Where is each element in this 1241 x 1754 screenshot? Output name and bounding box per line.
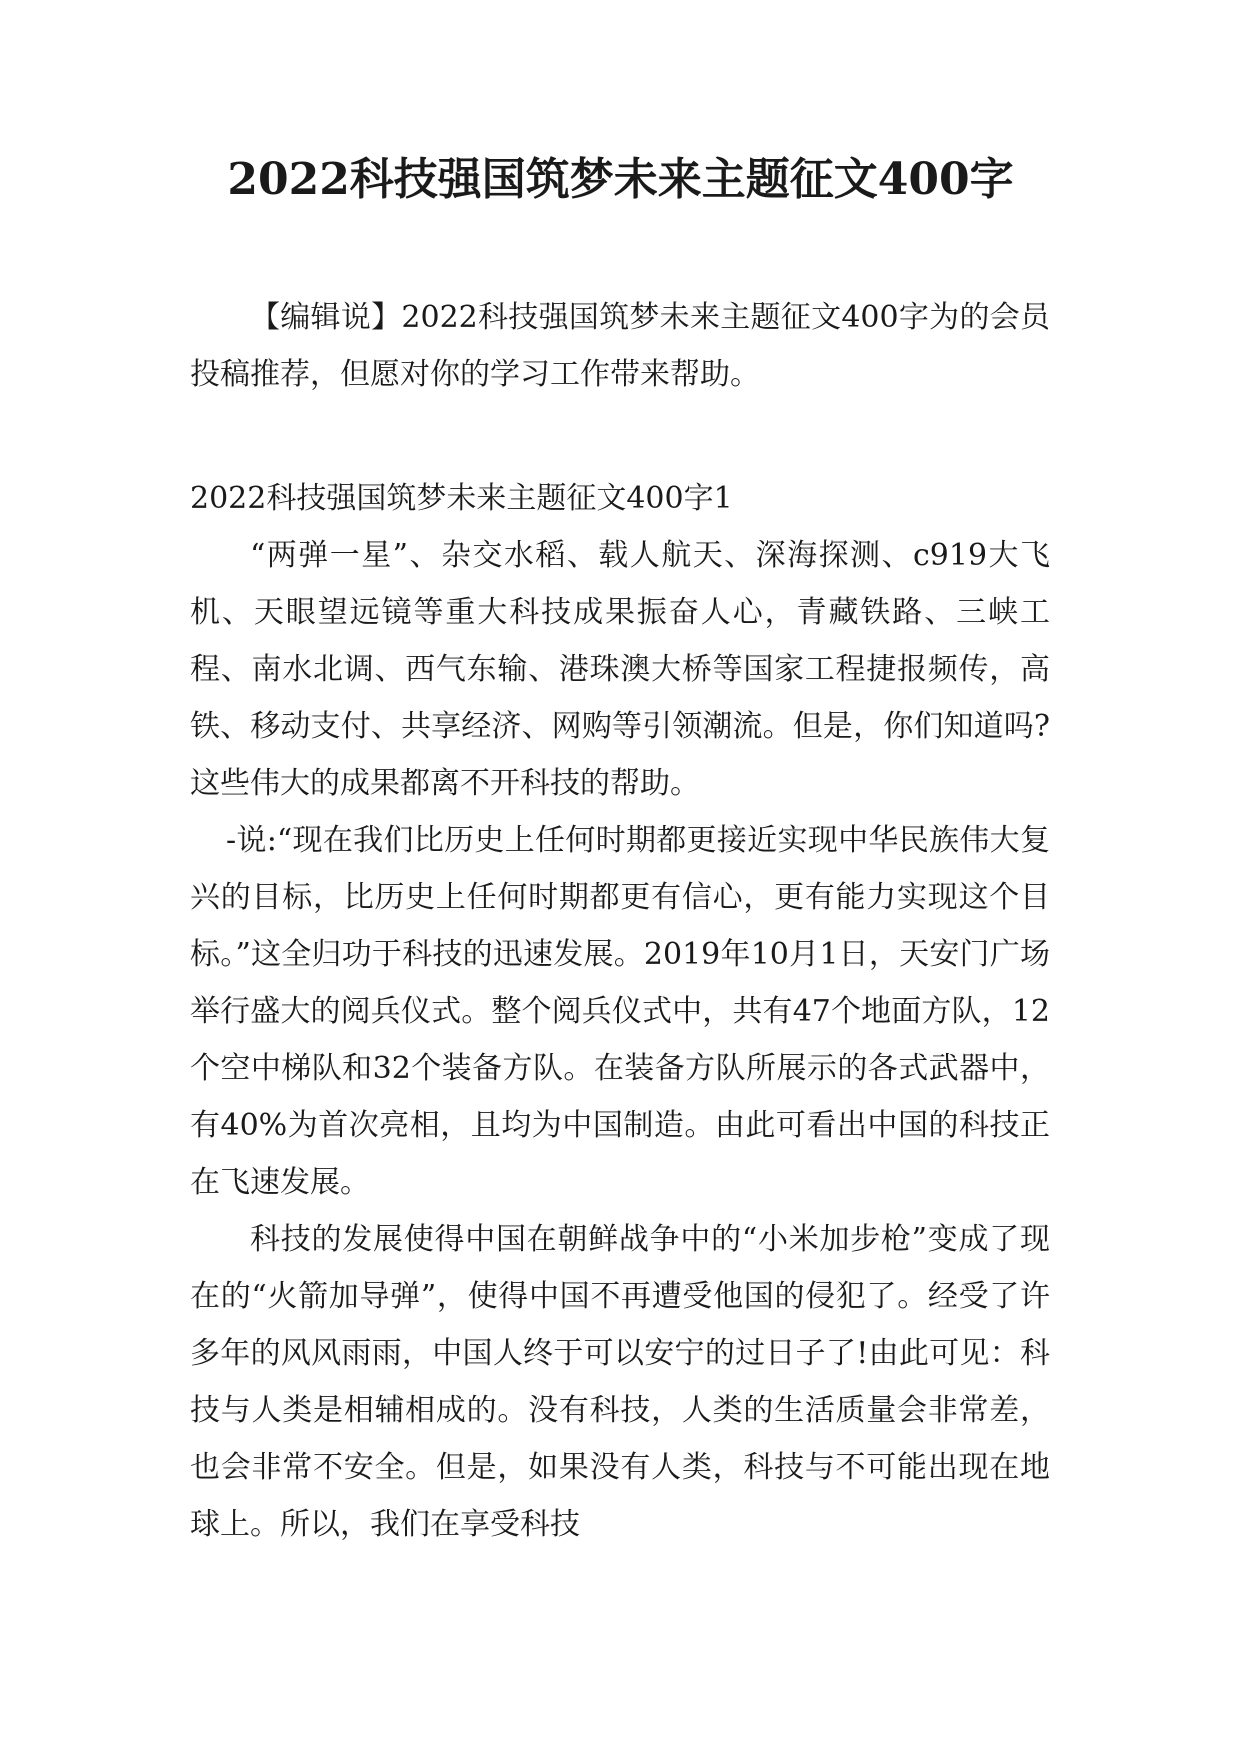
editor-note-block (190, 289, 1050, 403)
document-title: 2022科技强国筑梦未来主题征文400字 (227, 154, 1014, 205)
editor-note: 【编辑说】2022科技强国筑梦未来主题征文400字为的会员投稿推荐，但愿对你的学习工作带来帮助。 (190, 300, 1050, 392)
section-heading: 2022科技强国筑梦未来主题征文400字1 (190, 481, 733, 516)
paragraph-2: -说:“现在我们比历史上任何时期都更接近实现中华民族伟大复兴的目标，比历史上任何时期都更有信心，更有能力实现这个目标。”这全归功于科技的迅速发展。2019年10月1日，天安门广场举行盛大的阅兵仪式。整个阅兵仪式中，共有47个地面方队，12个空中梯队和32个装备方队。在装备方队所展示的各式武器中，有40%为首次亮相，且均为中国制造。由此可看出中国的科技正在飞速发展。 (190, 823, 1050, 1200)
paragraph-3: 科技的发展使得中国在朝鲜战争中的“小米加步枪”变成了现在的“火箭加导弹”，使得中国不再遭受他国的侵犯了。经受了许多年的风风雨雨，中国人终于可以安宁的过日子了!由此可见：科技与人类是相辅相成的。没有科技，人类的生活质量会非常差，也会非常不安全。但是，如果没有人类，科技与不可能出现在地球上。所以，我们在享受科技 (190, 1222, 1050, 1542)
paragraph-1: “两弹一星”、杂交水稻、载人航天、深海探测、c919大飞机、天眼望远镜等重大科技成果振奋人心，青藏铁路、三峡工程、南水北调、西气东输、港珠澳大桥等国家工程捷报频传，高铁、移动支付、共享经济、网购等引领潮流。但是，你们知道吗?这些伟大的成果都离不开科技的帮助。 (190, 538, 1050, 801)
article-body (190, 470, 1050, 1553)
